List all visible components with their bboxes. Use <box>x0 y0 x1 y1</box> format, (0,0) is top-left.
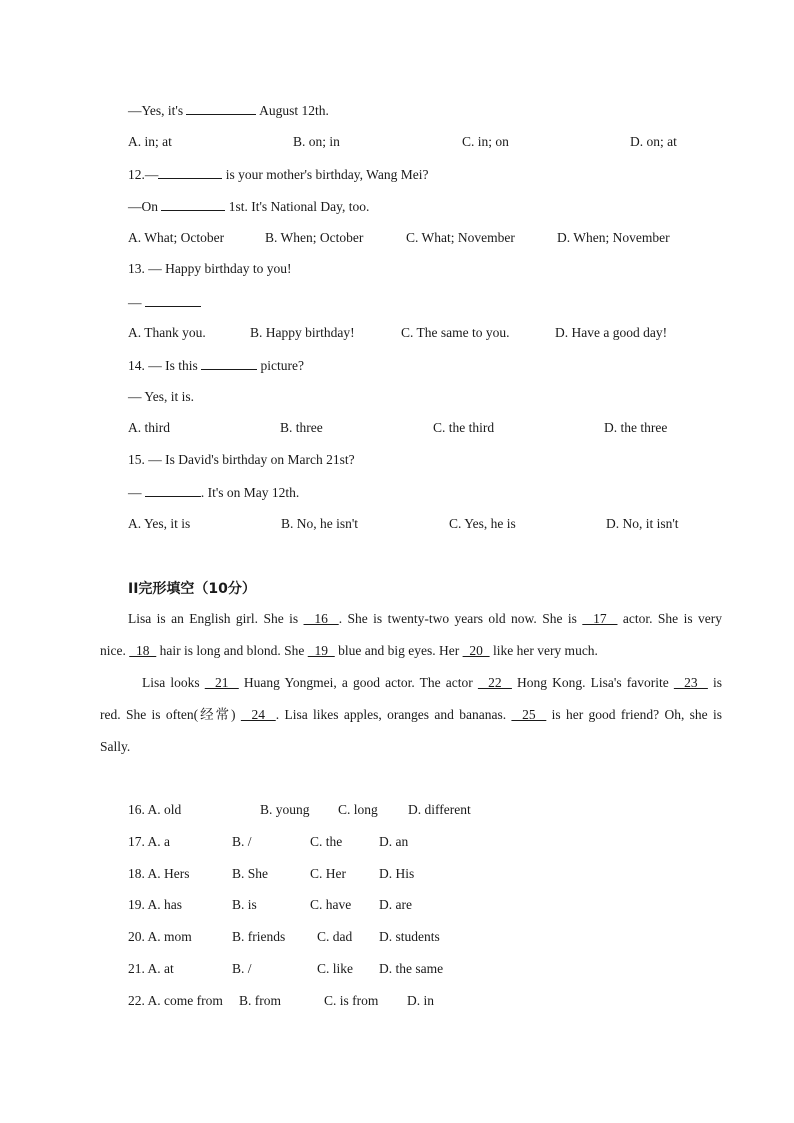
q15-option-d[interactable]: D. No, it isn't <box>606 516 679 531</box>
q12-option-c[interactable]: C. What; November <box>406 230 515 245</box>
q17-option-c[interactable]: C. the <box>310 834 343 849</box>
q14-option-d[interactable]: D. the three <box>604 420 668 435</box>
q14-option-b[interactable]: B. three <box>280 420 323 435</box>
q18-option-d[interactable]: D. His <box>379 866 415 881</box>
blank-19[interactable]: 19 <box>307 643 335 658</box>
passage-text: hair is long and blond. She <box>156 643 308 658</box>
q13-blank[interactable] <box>145 293 201 307</box>
passage-text: blue and big eyes. Her <box>334 643 463 658</box>
q18-option-b[interactable]: B. She <box>232 866 269 881</box>
passage-text: Hong Kong. Lisa's favorite <box>511 675 674 690</box>
passage-text: Lisa is an English girl. She is <box>128 611 304 626</box>
q11-answer-text-2: August 12th. <box>256 103 329 118</box>
cloze-passage <box>100 603 722 755</box>
q13-answer-dash: — <box>128 295 145 310</box>
q11-option-c[interactable]: C. in; on <box>462 134 509 149</box>
q14-text-post: picture? <box>257 358 304 373</box>
q21-option-b[interactable]: B. / <box>232 961 252 976</box>
q12-answer <box>128 197 369 216</box>
q15-blank[interactable] <box>145 483 201 497</box>
blank-18[interactable]: 18 <box>129 643 157 658</box>
q12-answer-pre: —On <box>128 199 162 214</box>
blank-22[interactable]: 22 <box>477 675 512 690</box>
q14-blank[interactable] <box>201 356 257 370</box>
passage-line-3 <box>100 667 722 699</box>
passage-text: is <box>707 675 723 690</box>
passage-line-5 <box>100 731 722 755</box>
q19-option-a[interactable]: 19. A. has <box>128 897 182 912</box>
q13-option-a[interactable]: A. Thank you. <box>128 325 206 340</box>
passage-text: Huang Yongmei, a good actor. The actor <box>238 675 478 690</box>
passage-text: red. She is often(经常) <box>100 707 241 722</box>
q16-option-d[interactable]: D. different <box>408 802 471 817</box>
q18-option-c[interactable]: C. Her <box>310 866 346 881</box>
q20-option-b[interactable]: B. friends <box>232 929 286 944</box>
q17-option-d[interactable]: D. an <box>379 834 409 849</box>
q21-option-d[interactable]: D. the same <box>379 961 444 976</box>
q20-option-a[interactable]: 20. A. mom <box>128 929 192 944</box>
q19-option-b[interactable]: B. is <box>232 897 257 912</box>
q12-blank-1[interactable] <box>158 165 222 179</box>
q14-text-pre: 14. — Is this <box>128 358 202 373</box>
q11-option-d[interactable]: D. on; at <box>630 134 677 149</box>
q12-option-b[interactable]: B. When; October <box>265 230 364 245</box>
q12-text: is your mother's birthday, Wang Mei? <box>222 167 429 182</box>
section-heading: II完形填空（10分） <box>128 581 256 597</box>
q15-answer <box>128 483 299 502</box>
blank-21[interactable]: 21 <box>204 675 239 690</box>
q13-option-d[interactable]: D. Have a good day! <box>555 325 668 340</box>
q11-blank[interactable] <box>186 101 256 115</box>
passage-text: is her good friend? Oh, she is <box>546 707 723 722</box>
q15-answer-post: . It's on May 12th. <box>200 485 300 500</box>
passage-line-2 <box>100 635 722 667</box>
q13-option-b[interactable]: B. Happy birthday! <box>250 325 355 340</box>
q16-option-b[interactable]: B. young <box>260 802 310 817</box>
q21-option-a[interactable]: 21. A. at <box>128 961 174 976</box>
q14-option-c[interactable]: C. the third <box>433 420 495 435</box>
passage-text: . She is twenty-two years old now. She is <box>338 611 583 626</box>
q22-option-a[interactable]: 22. A. come from <box>128 993 223 1008</box>
q12-option-d[interactable]: D. When; November <box>557 230 670 245</box>
blank-20[interactable]: 20 <box>462 643 490 658</box>
q19-option-c[interactable]: C. have <box>310 897 352 912</box>
q12-blank-2[interactable] <box>161 197 225 211</box>
q22-option-d[interactable]: D. in <box>407 993 434 1008</box>
q11-answer <box>128 101 329 120</box>
q13-prompt: 13. — Happy birthday to you! <box>128 261 292 276</box>
q20-option-d[interactable]: D. students <box>379 929 440 944</box>
passage-text: Lisa looks <box>142 675 205 690</box>
q12-number: 12.— <box>128 167 159 182</box>
passage-line-1 <box>100 603 722 635</box>
q21-option-c[interactable]: C. like <box>317 961 353 976</box>
q11-answer-text: —Yes, it's <box>128 103 187 118</box>
q14-answer: — Yes, it is. <box>128 389 195 404</box>
q15-prompt: 15. — Is David's birthday on March 21st? <box>128 452 355 467</box>
q19-option-d[interactable]: D. are <box>379 897 412 912</box>
q14-prompt <box>128 356 304 375</box>
q15-option-a[interactable]: A. Yes, it is <box>128 516 191 531</box>
q15-option-c[interactable]: C. Yes, he is <box>449 516 516 531</box>
passage-text: . Lisa likes apples, oranges and bananas. <box>275 707 512 722</box>
q13-option-c[interactable]: C. The same to you. <box>401 325 510 340</box>
q15-option-b[interactable]: B. No, he isn't <box>281 516 359 531</box>
q15-answer-dash: — <box>128 485 145 500</box>
q14-option-a[interactable]: A. third <box>128 420 170 435</box>
q16-option-a[interactable]: 16. A. old <box>128 802 182 817</box>
passage-text: actor. She is very <box>617 611 723 626</box>
passage-text: nice. <box>100 643 130 658</box>
blank-17[interactable]: 17 <box>582 611 618 626</box>
q12-option-a[interactable]: A. What; October <box>128 230 225 245</box>
q11-option-b[interactable]: B. on; in <box>293 134 340 149</box>
blank-25[interactable]: 25 <box>511 707 547 722</box>
blank-16[interactable]: 16 <box>303 611 339 626</box>
q13-answer <box>128 293 201 312</box>
passage-text: like her very much. <box>489 643 598 658</box>
blank-24[interactable]: 24 <box>240 707 276 722</box>
passage-text: Sally. <box>100 739 131 754</box>
q22-option-b[interactable]: B. from <box>239 993 281 1008</box>
q18-option-a[interactable]: 18. A. Hers <box>128 866 190 881</box>
q17-option-b[interactable]: B. / <box>232 834 252 849</box>
q12-prompt <box>128 165 428 184</box>
q11-option-a[interactable]: A. in; at <box>128 134 172 149</box>
q16-option-c[interactable]: C. long <box>338 802 378 817</box>
q12-answer-post: 1st. It's National Day, too. <box>225 199 370 214</box>
q20-option-c[interactable]: C. dad <box>317 929 353 944</box>
q17-option-a[interactable]: 17. A. a <box>128 834 170 849</box>
q22-option-c[interactable]: C. is from <box>324 993 379 1008</box>
passage-line-4 <box>100 699 722 731</box>
blank-23[interactable]: 23 <box>673 675 708 690</box>
